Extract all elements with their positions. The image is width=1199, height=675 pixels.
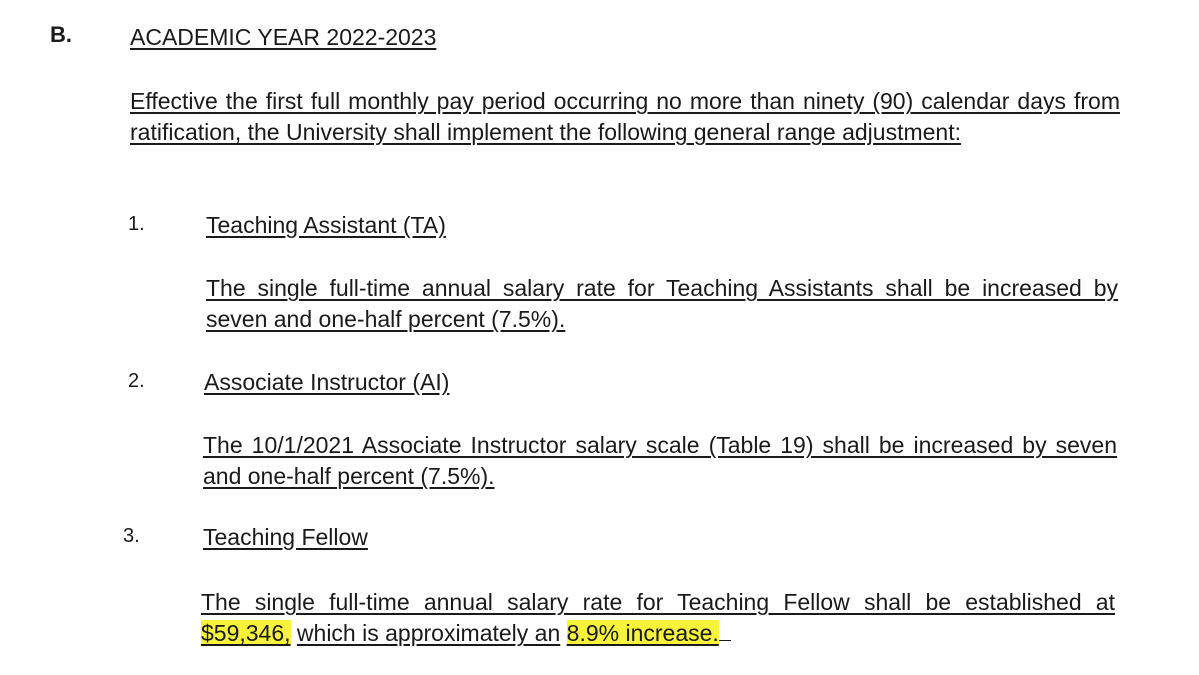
item-title-associate-instructor: Associate Instructor (AI) xyxy=(204,369,450,395)
item-body-teaching-fellow xyxy=(201,587,1115,649)
item-number-1: 1. xyxy=(128,213,145,235)
item-body-teaching-assistant xyxy=(206,273,1118,335)
highlighted-salary-amount: $59,346, xyxy=(201,620,291,646)
item-body-prefix: The single full-time annual salary rate for Teaching Fellow shall be established at xyxy=(201,589,1115,615)
item-title-teaching-assistant: Teaching Assistant (TA) xyxy=(206,212,446,238)
underline-tail xyxy=(719,640,731,641)
highlighted-percent-increase: 8.9% increase. xyxy=(566,620,719,646)
item-number-3: 3. xyxy=(123,525,140,547)
section-title: ACADEMIC YEAR 2022-2023 xyxy=(130,24,437,50)
item-body-text: The 10/1/2021 Associate Instructor salary scale (Table 19) shall be increased by seven and one-half percent (7.5%). xyxy=(203,432,1117,489)
item-body-associate-instructor xyxy=(203,430,1117,492)
item-title-teaching-fellow: Teaching Fellow xyxy=(203,524,368,550)
intro-text: Effective the first full monthly pay period occurring no more than ninety (90) calendar days from ratification, the University shall implement the following general range adjustment: xyxy=(130,88,1120,145)
item-body-text: The single full-time annual salary rate for Teaching Assistants shall be increased by seven and one-half percent (7.5%). xyxy=(206,275,1118,332)
item-body-middle: which is approximately an xyxy=(296,620,561,646)
intro-paragraph xyxy=(130,86,1120,148)
section-letter: B. xyxy=(50,22,72,47)
item-number-2: 2. xyxy=(128,370,145,392)
